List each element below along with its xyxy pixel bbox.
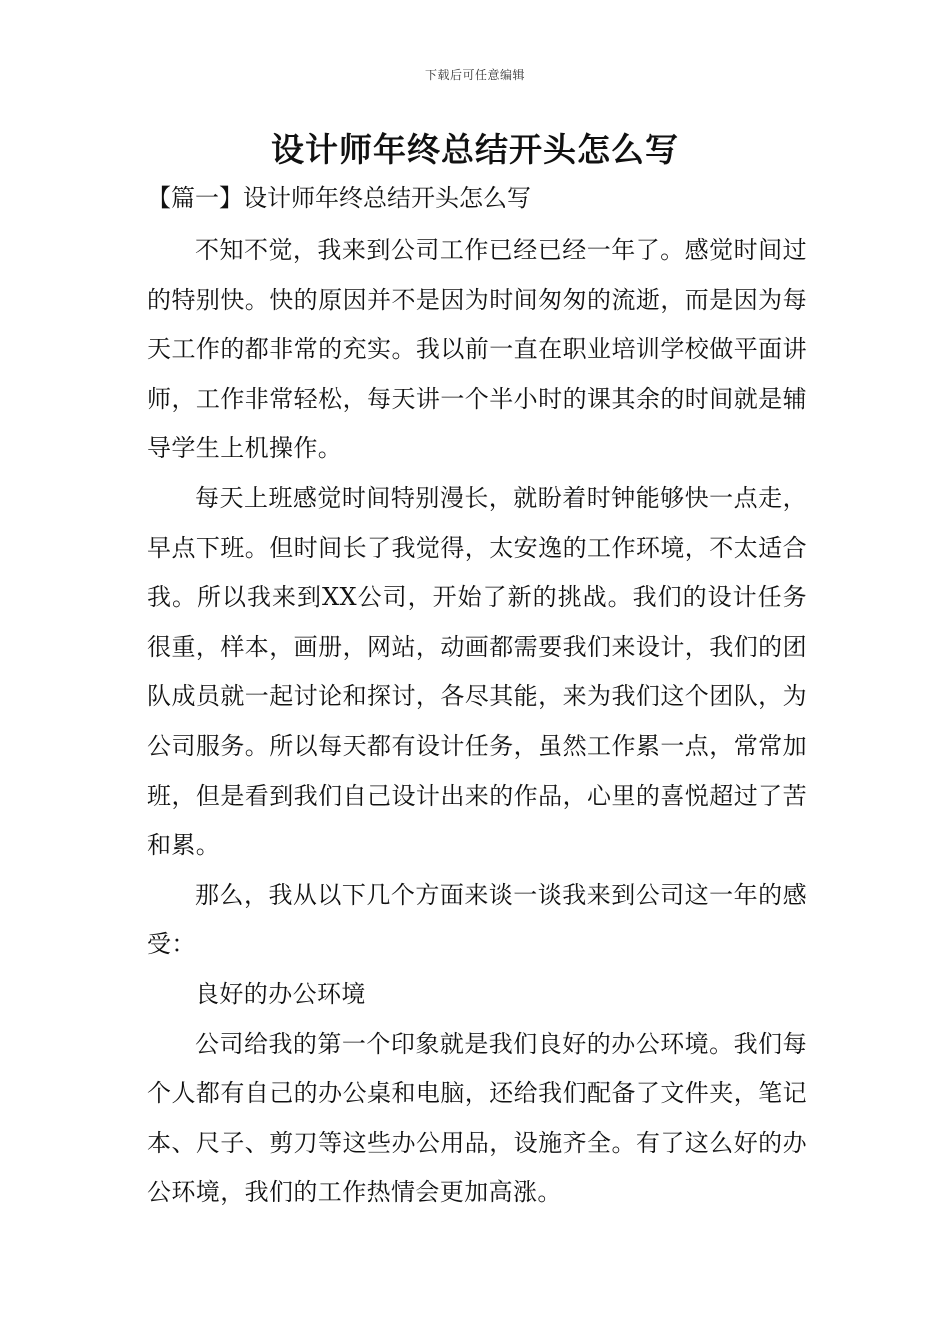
paragraph: 那么，我从以下几个方面来谈一谈我来到公司这一年的感受： <box>147 880 807 959</box>
section-heading: 【篇一】设计师年终总结开头怎么写 <box>147 184 531 212</box>
body-text <box>147 226 807 1218</box>
document-title: 设计师年终总结开头怎么写 <box>271 130 679 169</box>
paragraph: 公司给我的第一个印象就是我们良好的办公环境。我们每个人都有自己的办公桌和电脑，还给我们配备了文件夹，笔记本、尺子、剪刀等这些办公用品，设施齐全。有了这么好的办公环境，我们的工作热情会更加高涨。 <box>147 1029 807 1207</box>
subheading-paragraph: 良好的办公环境 <box>195 979 366 1008</box>
paragraph: 不知不觉，我来到公司工作已经已经一年了。感觉时间过的特别快。快的原因并不是因为时间匆匆的流逝，而是因为每天工作的都非常的充实。我以前一直在职业培训学校做平面讲师，工作非常轻松，每天讲一个半小时的课其余的时间就是辅导学生上机操作。 <box>147 236 807 463</box>
header-note: 下载后可任意编辑 <box>424 68 525 82</box>
paragraph: 每天上班感觉时间特别漫长，就盼着时钟能够快一点走，早点下班。但时间长了我觉得，太安逸的工作环境，不太适合我。所以我来到XX公司，开始了新的挑战。我们的设计任务很重，样本，画册，网站，动画都需要我们来设计，我们的团队成员就一起讨论和探讨，各尽其能，来为我们这个团队，为公司服务。所以每天都有设计任务，虽然工作累一点，常常加班，但是看到我们自己设计出来的作品，心里的喜悦超过了苦和累。 <box>147 483 807 860</box>
